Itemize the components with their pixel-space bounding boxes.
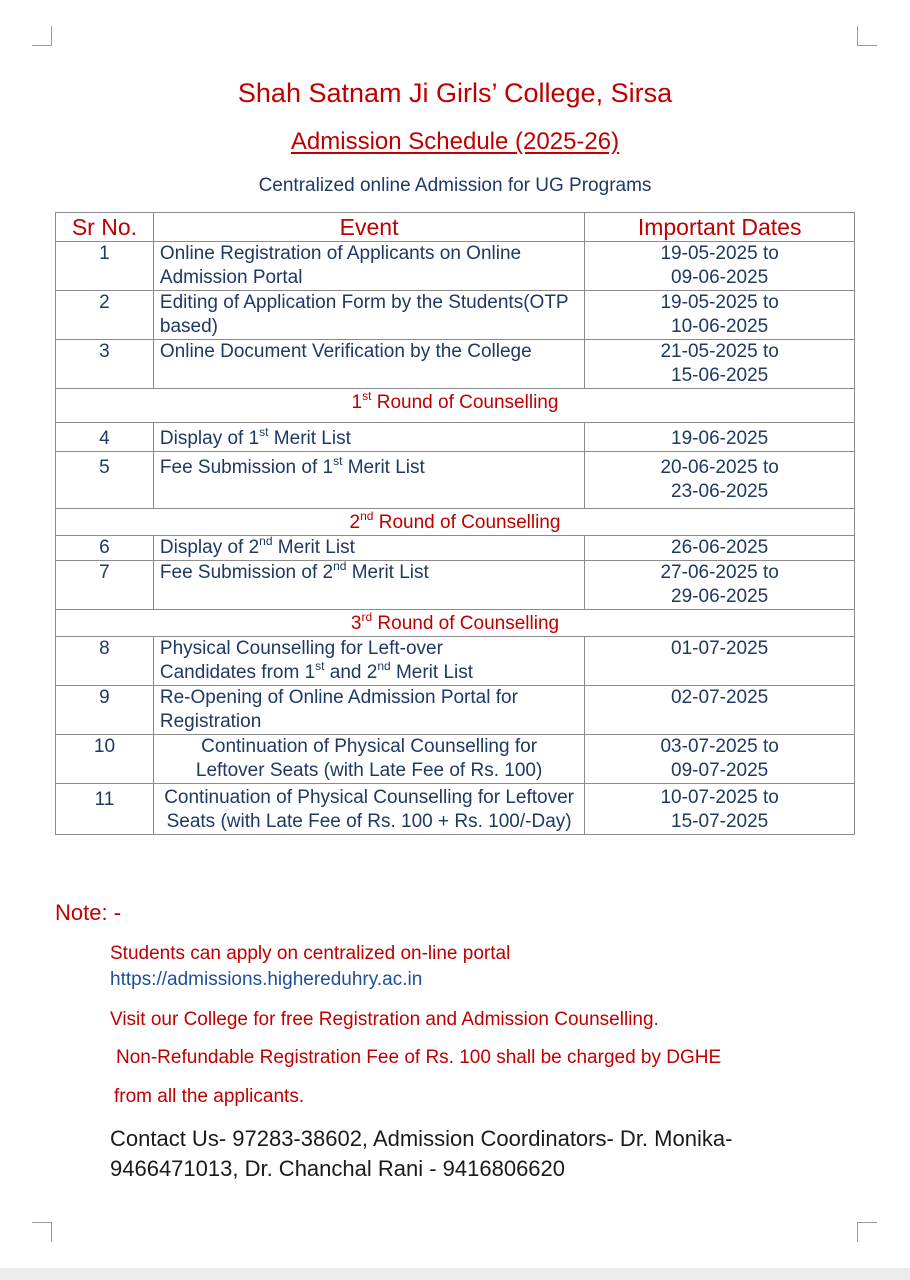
sr-no: 10 bbox=[56, 735, 154, 784]
round-heading: 1st Round of Counselling bbox=[56, 389, 855, 423]
sr-no: 5 bbox=[56, 452, 154, 509]
event: Physical Counselling for Left-over Candidates from 1st and 2nd Merit List bbox=[153, 637, 584, 686]
crop-mark-bottom-right bbox=[857, 1222, 877, 1242]
contact-line-2: 9466471013, Dr. Chanchal Rani - 9416806620 bbox=[110, 1156, 566, 1181]
crop-mark-top-left bbox=[32, 26, 52, 46]
table-row bbox=[56, 452, 855, 509]
header-important-dates: Important Dates bbox=[585, 213, 855, 242]
table-row bbox=[56, 340, 855, 389]
note-line-fee: Non-Refundable Registration Fee of Rs. 100 shall be charged by DGHE bbox=[116, 1047, 722, 1068]
date-to: 09-07-2025 bbox=[671, 760, 769, 781]
admission-schedule-table bbox=[55, 212, 855, 835]
round-heading: 2nd Round of Counselling bbox=[56, 509, 855, 536]
date-from: 27-06-2025 to bbox=[660, 562, 779, 583]
sr-no: 6 bbox=[56, 536, 154, 561]
header-sr-no: Sr No. bbox=[56, 213, 154, 242]
date-single: 26-06-2025 bbox=[671, 537, 769, 558]
table-row bbox=[56, 561, 855, 610]
dates bbox=[585, 536, 855, 561]
dates bbox=[585, 735, 855, 784]
table-row bbox=[56, 291, 855, 340]
table-row bbox=[56, 536, 855, 561]
date-to: 29-06-2025 bbox=[671, 586, 769, 607]
date-from: 03-07-2025 to bbox=[660, 736, 779, 757]
table-row bbox=[56, 735, 855, 784]
round-row-3 bbox=[56, 610, 855, 637]
dates bbox=[585, 452, 855, 509]
table-row bbox=[56, 784, 855, 835]
date-from: 10-07-2025 to bbox=[660, 787, 779, 808]
event: Continuation of Physical Counselling for Leftover Seats (with Late Fee of Rs. 100) bbox=[153, 735, 584, 784]
event: Online Document Verification by the College bbox=[153, 340, 584, 389]
date-from: 20-06-2025 to bbox=[660, 457, 779, 478]
schedule-title: Admission Schedule (2025-26) bbox=[290, 128, 620, 155]
dates bbox=[585, 423, 855, 452]
dates bbox=[585, 242, 855, 291]
table-row bbox=[56, 637, 855, 686]
dates bbox=[585, 637, 855, 686]
date-to: 10-06-2025 bbox=[671, 316, 769, 337]
table-header-row bbox=[56, 213, 855, 242]
event: Re-Opening of Online Admission Portal for Registration bbox=[153, 686, 584, 735]
portal-link[interactable]: https://admissions.highereduhry.ac.in bbox=[110, 969, 423, 990]
date-single: 01-07-2025 bbox=[671, 638, 769, 659]
college-title: Shah Satnam Ji Girls’ College, Sirsa bbox=[237, 78, 673, 108]
sr-no: 3 bbox=[56, 340, 154, 389]
event: Fee Submission of 1st Merit List bbox=[153, 452, 584, 509]
dates bbox=[585, 291, 855, 340]
table-row bbox=[56, 423, 855, 452]
event: Display of 2nd Merit List bbox=[153, 536, 584, 561]
sr-no: 7 bbox=[56, 561, 154, 610]
sr-no: 4 bbox=[56, 423, 154, 452]
sr-no: 9 bbox=[56, 686, 154, 735]
contact-info bbox=[110, 1124, 830, 1184]
round-row-2 bbox=[56, 509, 855, 536]
note-line-applicants: from all the applicants. bbox=[114, 1086, 305, 1107]
dates bbox=[585, 340, 855, 389]
sr-no: 1 bbox=[56, 242, 154, 291]
note-title: Note: - bbox=[55, 900, 122, 925]
bottom-edge-bar bbox=[0, 1268, 910, 1280]
date-single: 19-06-2025 bbox=[671, 428, 769, 449]
table-row bbox=[56, 686, 855, 735]
date-from: 21-05-2025 to bbox=[660, 341, 779, 362]
event: Continuation of Physical Counselling for Leftover Seats (with Late Fee of Rs. 100 + Rs. 100/-Day) bbox=[153, 784, 584, 835]
subtitle: Centralized online Admission for UG Programs bbox=[258, 175, 652, 196]
event: Display of 1st Merit List bbox=[153, 423, 584, 452]
note-line-portal: Students can apply on centralized on-line portal bbox=[110, 943, 511, 964]
contact-line-1: Contact Us- 97283-38602, Admission Coordinators- Dr. Monika- bbox=[110, 1126, 733, 1151]
crop-mark-top-right bbox=[857, 26, 877, 46]
event: Fee Submission of 2nd Merit List bbox=[153, 561, 584, 610]
date-to: 15-07-2025 bbox=[671, 811, 769, 832]
note-line-visit: Visit our College for free Registration and Admission Counselling. bbox=[110, 1009, 659, 1030]
date-to: 15-06-2025 bbox=[671, 365, 769, 386]
date-to: 09-06-2025 bbox=[671, 267, 769, 288]
round-row-1 bbox=[56, 389, 855, 423]
sr-no: 8 bbox=[56, 637, 154, 686]
sr-no: 2 bbox=[56, 291, 154, 340]
crop-mark-bottom-left bbox=[32, 1222, 52, 1242]
date-from: 19-05-2025 to bbox=[660, 292, 779, 313]
date-single: 02-07-2025 bbox=[671, 687, 769, 708]
table-row bbox=[56, 242, 855, 291]
header-event: Event bbox=[153, 213, 584, 242]
dates bbox=[585, 561, 855, 610]
event: Online Registration of Applicants on Online Admission Portal bbox=[153, 242, 584, 291]
round-heading: 3rd Round of Counselling bbox=[56, 610, 855, 637]
sr-no: 11 bbox=[56, 784, 154, 835]
dates bbox=[585, 686, 855, 735]
date-to: 23-06-2025 bbox=[671, 481, 769, 502]
schedule-title-wrap bbox=[0, 128, 910, 156]
date-from: 19-05-2025 to bbox=[660, 243, 779, 264]
dates bbox=[585, 784, 855, 835]
event: Editing of Application Form by the Students(OTP based) bbox=[153, 291, 584, 340]
